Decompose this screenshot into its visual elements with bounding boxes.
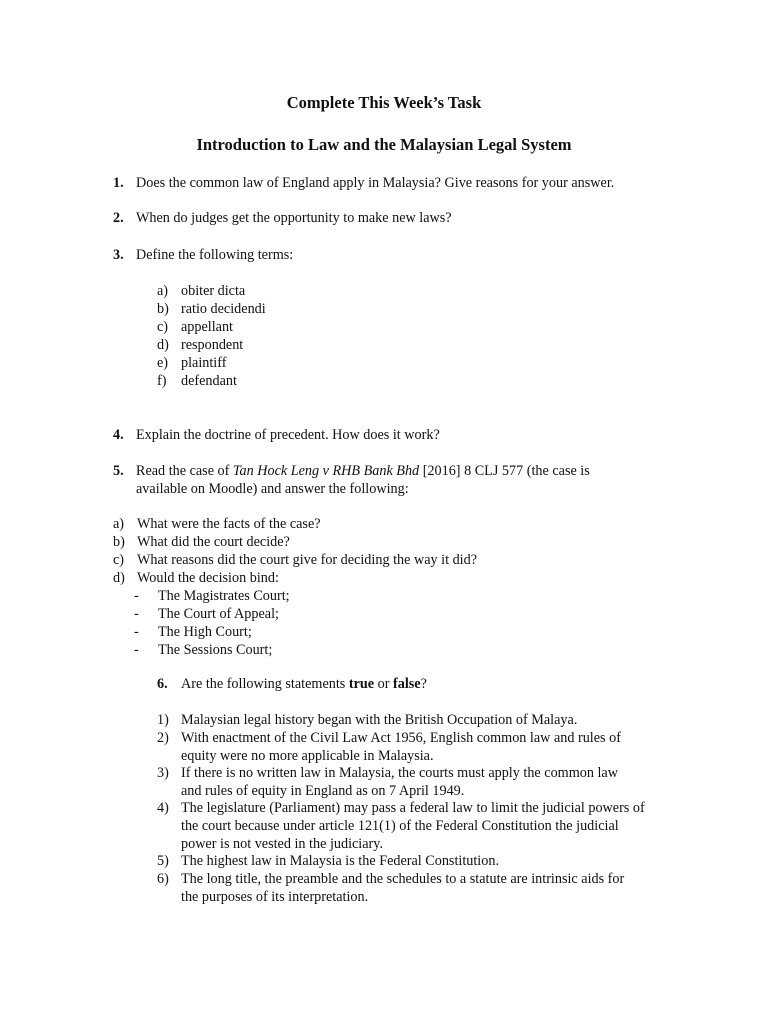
item-text: obiter dicta	[181, 283, 246, 299]
list-item	[134, 605, 279, 623]
item-label: -	[134, 588, 139, 604]
question-text: Define the following terms:	[136, 247, 294, 263]
question-text: Does the common law of England apply in Malaysia? Give reasons for your answer.	[136, 175, 615, 191]
question-5	[113, 462, 673, 498]
list-item	[134, 641, 272, 659]
question-number: 5.	[113, 463, 124, 479]
list-item	[157, 852, 677, 870]
item-label: e)	[157, 355, 169, 371]
question-number: 2.	[113, 210, 124, 226]
item-text: The Sessions Court;	[158, 642, 273, 658]
list-item	[157, 282, 245, 300]
item-text: The legislature (Parliament) may pass a federal law to limit the judicial powers of the court because under article 121(1) of the Federal Constitution the judicial power is not vested in the judiciary.	[181, 800, 645, 852]
question-number: 3.	[113, 247, 124, 263]
item-label: -	[134, 624, 139, 640]
item-text: defendant	[181, 373, 237, 389]
question-3	[113, 246, 293, 264]
question-text: When do judges get the opportunity to make new laws?	[136, 210, 452, 226]
question-number: 1.	[113, 175, 124, 191]
item-label: d)	[157, 337, 169, 353]
question-text: Read the case of Tan Hock Leng v RHB Bank Bhd [2016] 8 CLJ 577 (the case is available on Moodle) and answer the following:	[136, 463, 590, 497]
list-item	[157, 300, 266, 318]
list-item	[157, 870, 677, 906]
item-label: 6)	[157, 871, 169, 887]
item-label: b)	[157, 301, 169, 317]
item-label: 4)	[157, 800, 169, 816]
question-number: 4.	[113, 427, 124, 443]
list-item	[157, 729, 677, 765]
item-text: The Magistrates Court;	[158, 588, 290, 604]
item-text: Malaysian legal history began with the British Occupation of Malaya.	[181, 712, 578, 728]
list-item	[157, 711, 677, 729]
page-title: Complete This Week’s Task	[286, 93, 482, 112]
list-item	[113, 569, 279, 587]
item-text: plaintiff	[181, 355, 227, 371]
item-label: 1)	[157, 712, 169, 728]
item-text: What were the facts of the case?	[137, 516, 321, 532]
list-item	[157, 372, 237, 390]
list-item	[157, 764, 677, 800]
item-text: The Court of Appeal;	[158, 606, 279, 622]
item-text: respondent	[181, 337, 244, 353]
question-2	[113, 209, 452, 227]
item-text: The highest law in Malaysia is the Federal Constitution.	[181, 853, 499, 869]
item-label: 2)	[157, 730, 169, 746]
question-number: 6.	[157, 676, 168, 692]
list-item	[113, 533, 290, 551]
list-item	[157, 336, 243, 354]
item-label: d)	[113, 570, 125, 586]
list-item	[134, 623, 252, 641]
item-text: appellant	[181, 319, 233, 335]
question-text: Are the following statements true or false?	[181, 676, 427, 692]
list-item	[157, 354, 226, 372]
item-text: The long title, the preamble and the schedules to a statute are intrinsic aids for the purposes of its interpretation.	[181, 871, 625, 905]
item-label: -	[134, 642, 139, 658]
item-text: With enactment of the Civil Law Act 1956, English common law and rules of equity were no more applicable in Malaysia.	[181, 730, 621, 764]
list-item	[157, 318, 233, 336]
item-label: c)	[157, 319, 169, 335]
item-text: What reasons did the court give for deciding the way it did?	[137, 552, 478, 568]
page-subtitle: Introduction to Law and the Malaysian Legal System	[196, 135, 572, 154]
case-name: Tan Hock Leng v RHB Bank Bhd	[232, 463, 420, 479]
item-text: The High Court;	[158, 624, 252, 640]
item-label: a)	[157, 283, 169, 299]
list-item	[157, 799, 697, 853]
item-label: a)	[113, 516, 125, 532]
question-6	[157, 675, 427, 693]
question-text: Explain the doctrine of precedent. How does it work?	[136, 427, 440, 443]
item-label: c)	[113, 552, 125, 568]
item-text: ratio decidendi	[181, 301, 266, 317]
list-item	[113, 551, 477, 569]
item-text: Would the decision bind:	[137, 570, 279, 586]
question-4	[113, 426, 440, 444]
item-text: If there is no written law in Malaysia, the courts must apply the common law and rules of equity in England as on 7 April 1949.	[181, 765, 618, 799]
question-1	[113, 174, 614, 192]
list-item	[113, 515, 321, 533]
list-item	[134, 587, 290, 605]
item-label: f)	[157, 373, 167, 389]
item-text: What did the court decide?	[137, 534, 290, 550]
item-label: b)	[113, 534, 125, 550]
item-label: 3)	[157, 765, 169, 781]
item-label: -	[134, 606, 139, 622]
item-label: 5)	[157, 853, 169, 869]
